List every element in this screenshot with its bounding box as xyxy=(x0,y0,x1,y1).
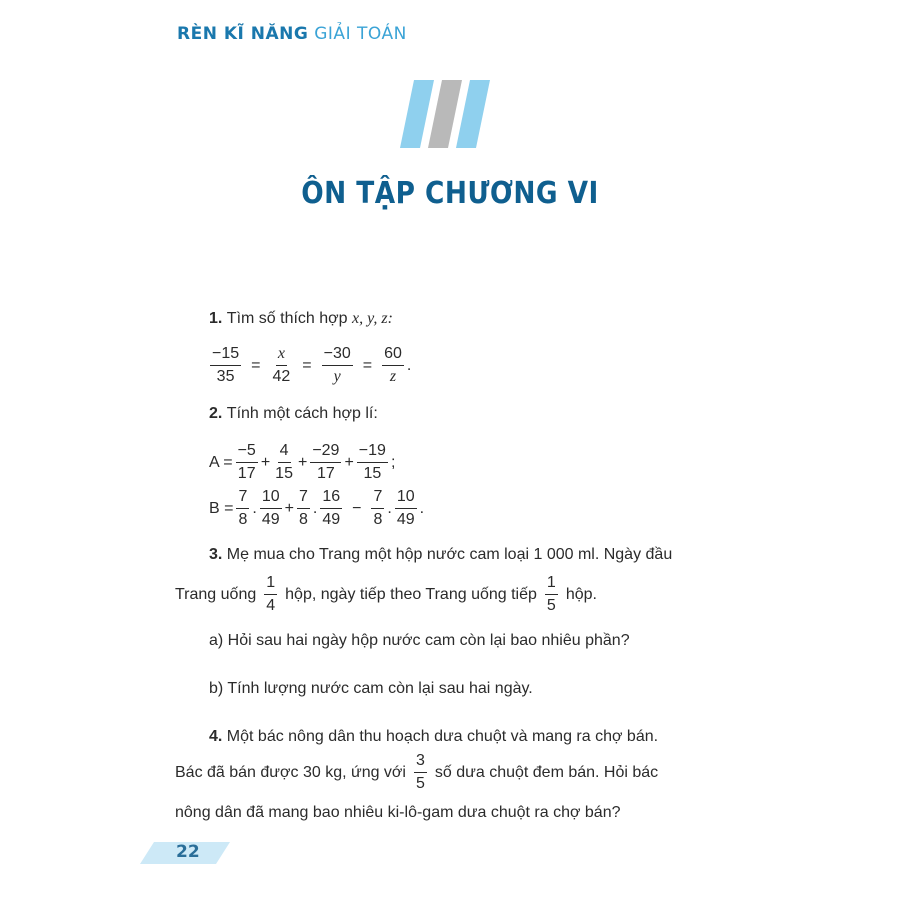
numerator: −29 xyxy=(310,442,341,463)
series-header-bold: RÈN KĨ NĂNG xyxy=(177,24,309,44)
equals-sign: = xyxy=(362,356,373,374)
numerator: 7 xyxy=(371,488,384,509)
numerator: 7 xyxy=(297,488,310,509)
fraction xyxy=(236,488,249,529)
numerator: x xyxy=(276,345,287,366)
fraction xyxy=(260,488,282,529)
fraction xyxy=(297,488,310,529)
fraction xyxy=(273,442,295,483)
numerator: −5 xyxy=(236,442,258,463)
problem-4-text-part: số dưa chuột đem bán. Hỏi bác xyxy=(434,763,659,781)
problem-4-line-3: nông dân đã mang bao nhiêu ki-lô-gam dưa chuột ra chợ bán? xyxy=(175,804,621,821)
fraction xyxy=(371,488,384,529)
numerator: 1 xyxy=(264,574,277,595)
denominator: y xyxy=(333,368,341,385)
problem-2-statement xyxy=(209,405,378,423)
fraction xyxy=(357,442,388,483)
equals-sign: = xyxy=(302,356,312,374)
numerator: −19 xyxy=(357,442,388,463)
numerator: 3 xyxy=(414,752,427,773)
denominator: 4 xyxy=(266,597,276,614)
page-number: 22 xyxy=(176,842,200,862)
fraction xyxy=(320,488,342,529)
numerator: 10 xyxy=(395,488,417,509)
problem-3-number: 3. xyxy=(209,546,223,563)
problem-4-text-part: Bác đã bán được 30 kg, ứng với xyxy=(175,763,406,781)
numerator: 4 xyxy=(278,442,291,463)
numerator: 60 xyxy=(382,345,404,366)
denominator: 49 xyxy=(396,511,415,528)
numerator: 10 xyxy=(260,488,282,509)
chapter-stripes-icon xyxy=(400,80,490,148)
expression-b-label: B = xyxy=(209,499,234,517)
problem-1-number: 1. xyxy=(209,310,223,327)
minus-sign: − xyxy=(352,499,362,517)
dot-operator: . xyxy=(252,499,257,517)
denominator: 42 xyxy=(272,368,291,385)
problem-1-text: Tìm số thích hợp xyxy=(226,310,348,327)
problem-4-line-1 xyxy=(209,728,658,746)
period: . xyxy=(419,499,425,517)
problem-1-vars: x, y, z: xyxy=(352,310,393,327)
problem-4-text: Một bác nông dân thu hoạch dưa chuột và mang ra chợ bán. xyxy=(226,728,659,745)
plus-sign: + xyxy=(344,453,354,471)
denominator: z xyxy=(389,368,397,385)
fraction xyxy=(395,488,417,529)
denominator: 49 xyxy=(261,511,280,528)
dot-operator: . xyxy=(387,499,392,517)
problem-3-text: Mẹ mua cho Trang một hộp nước cam loại 1 000 ml. Ngày đầu xyxy=(226,546,673,563)
denominator: 5 xyxy=(546,597,556,614)
denominator: 8 xyxy=(373,511,383,528)
problem-1-statement xyxy=(209,310,393,328)
plus-sign: + xyxy=(260,453,271,471)
problem-2-text: Tính một cách hợp lí: xyxy=(226,405,378,422)
denominator: 8 xyxy=(298,511,308,528)
plus-sign: + xyxy=(284,499,294,517)
period: . xyxy=(406,356,412,374)
fraction xyxy=(382,345,404,386)
fraction xyxy=(545,574,558,615)
fraction xyxy=(322,345,353,386)
problem-3-line-2 xyxy=(175,574,597,615)
plus-sign: + xyxy=(297,453,308,471)
expression-b xyxy=(209,488,424,529)
numerator: −15 xyxy=(210,345,241,366)
denominator: 49 xyxy=(322,511,341,528)
numerator: 1 xyxy=(545,574,558,595)
fraction xyxy=(414,752,427,793)
fraction xyxy=(236,442,258,483)
denominator: 17 xyxy=(316,465,335,482)
numerator: 7 xyxy=(236,488,249,509)
numerator: 16 xyxy=(320,488,342,509)
problem-3-part-b: b) Tính lượng nước cam còn lại sau hai ngày. xyxy=(209,680,533,697)
problem-3-text-part: hộp, ngày tiếp theo Trang uống tiếp xyxy=(285,585,537,603)
problem-3-line-1 xyxy=(209,546,672,564)
chapter-title: ÔN TẬP CHƯƠNG VI xyxy=(301,176,599,211)
numerator: −30 xyxy=(322,345,353,366)
problem-4-line-2 xyxy=(175,752,658,793)
expression-a xyxy=(209,442,395,483)
problem-4-number: 4. xyxy=(209,728,223,745)
series-header xyxy=(177,24,407,44)
denominator: 15 xyxy=(363,465,382,482)
fraction xyxy=(210,345,241,386)
fraction xyxy=(264,574,277,615)
denominator: 5 xyxy=(415,775,425,792)
series-header-light: GIẢI TOÁN xyxy=(314,24,407,44)
expression-a-label: A = xyxy=(209,453,233,471)
problem-2-number: 2. xyxy=(209,405,223,422)
semicolon: ; xyxy=(390,453,396,471)
fraction xyxy=(310,442,341,483)
equals-sign: = xyxy=(251,356,261,374)
denominator: 15 xyxy=(275,465,293,482)
fraction xyxy=(270,345,292,386)
problem-3-part-a: a) Hỏi sau hai ngày hộp nước cam còn lại bao nhiêu phần? xyxy=(209,632,630,649)
problem-1-equation xyxy=(207,345,411,386)
denominator: 35 xyxy=(216,368,235,385)
dot-operator: . xyxy=(312,499,318,517)
denominator: 8 xyxy=(238,511,248,528)
problem-3-text-part: hộp. xyxy=(565,585,597,603)
denominator: 17 xyxy=(237,465,256,482)
problem-3-text-part: Trang uống xyxy=(175,585,257,603)
